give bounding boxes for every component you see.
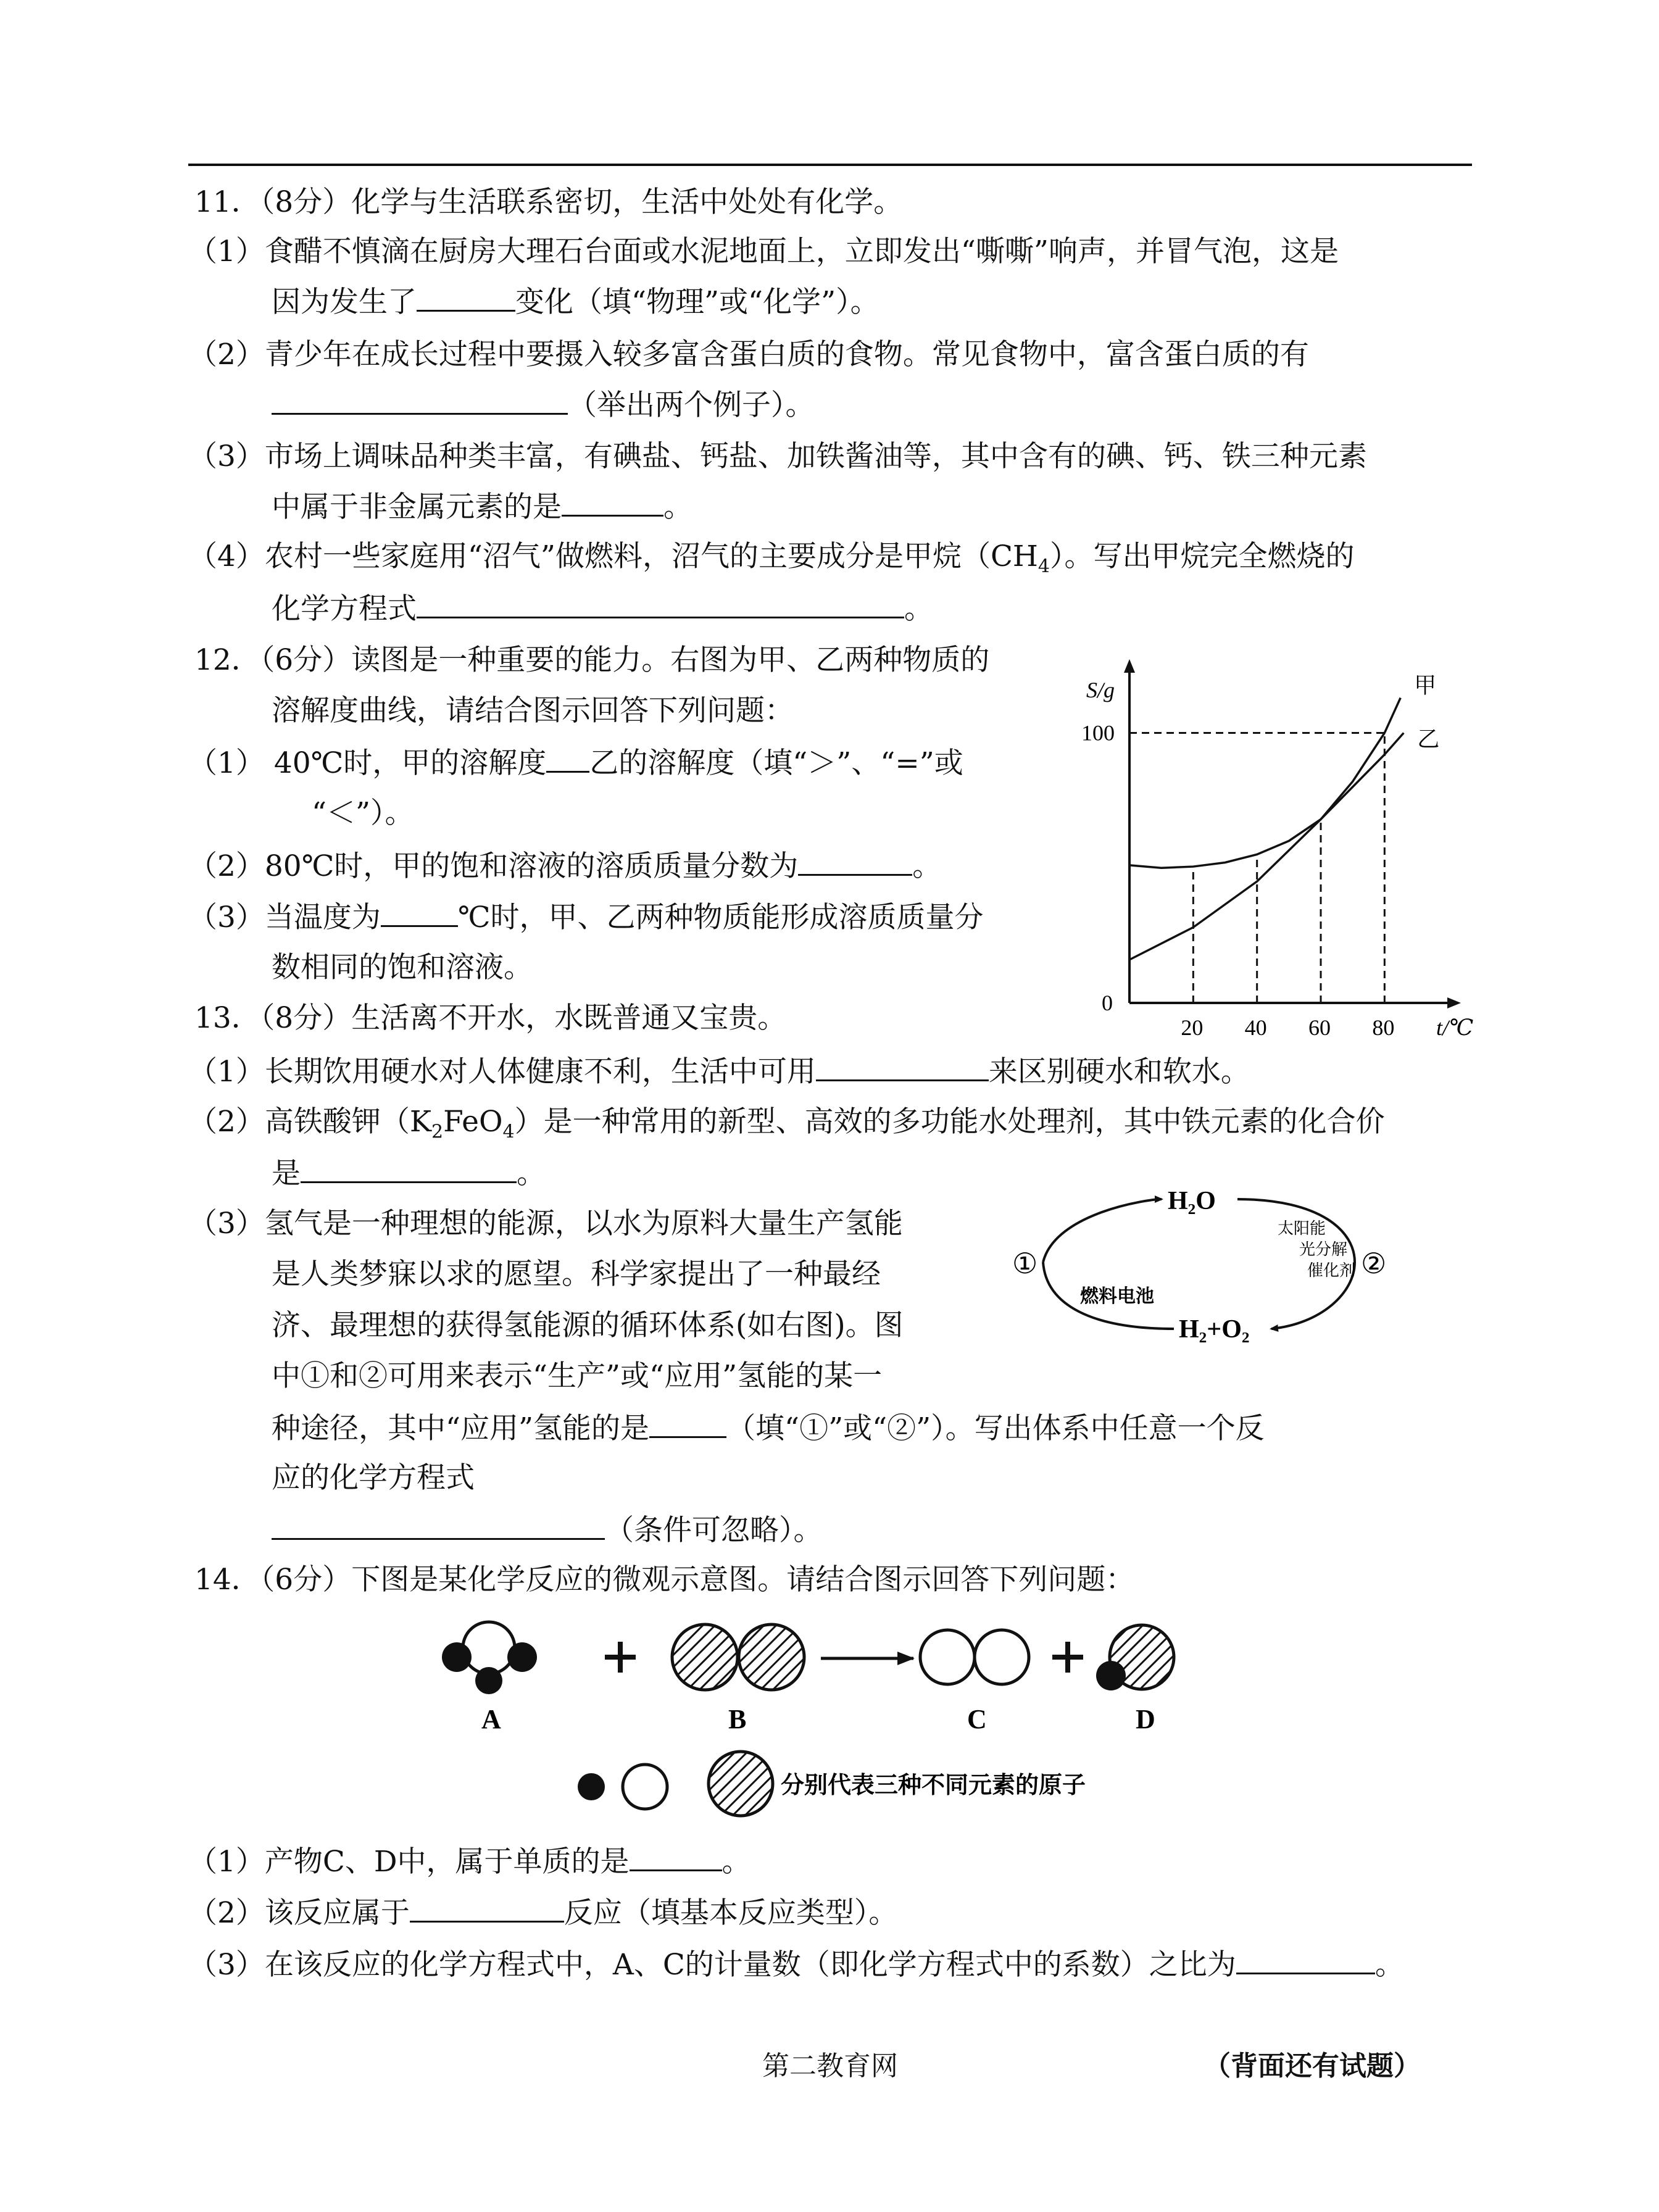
answer-blank[interactable] (816, 1052, 989, 1081)
q14-part1: （1）产物C、D中，属于单质的是 。 (188, 1842, 751, 1881)
q12-part3-line1: （3）当温度为 ℃时，甲、乙两种物质能形成溶质质量分 (188, 898, 983, 936)
y-axis-arrow (1124, 659, 1135, 673)
molecule-a (442, 1622, 537, 1694)
cycle-label-catalyst: 催化剂 (1307, 1262, 1356, 1280)
reaction-micro-diagram (420, 1614, 1234, 1836)
x-tick-label: 80 (1372, 1015, 1395, 1040)
q14-title: 14．（6分）下图是某化学反应的微观示意图。请结合图示回答下列问题： (194, 1563, 1135, 1597)
answer-blank[interactable] (417, 589, 904, 618)
label-c: C (967, 1704, 987, 1734)
q13-part2-line2: 是 。 (272, 1154, 546, 1192)
q11-part4-line1: （4）农村一些家庭用“沼气”做燃料，沼气的主要成分是甲烷$(CH_4)$。写出甲烷完全燃烧的 (188, 539, 1355, 578)
label-a: A (481, 1704, 501, 1734)
x-axis-label: t/℃ (1436, 1015, 1474, 1040)
q13-title: 13．（8分）生活离不开水，水既普通又宝贵。 (194, 1001, 787, 1035)
answer-blank[interactable] (649, 1409, 726, 1438)
x-axis-arrow (1447, 997, 1461, 1008)
q14-part3: （3）在该反应的化学方程式中，A、C的计量数（即化学方程式中的系数）之比为 。 (188, 1945, 1404, 1984)
legend (578, 1752, 1086, 1816)
series-label-yi: 乙 (1417, 726, 1440, 752)
cycle-top-formula: H₂O (1168, 1187, 1216, 1215)
answer-blank[interactable] (546, 744, 589, 773)
legend-hatched-atom (709, 1752, 773, 1816)
q12-title-line2: 溶解度曲线，请结合图示回答下列问题： (272, 694, 794, 728)
series-label-jia: 甲 (1414, 673, 1437, 699)
q13-part3-line2: 是人类梦寐以求的愿望。科学家提出了一种最经 (272, 1257, 881, 1291)
answer-blank[interactable] (562, 488, 663, 517)
legend-black-atom (578, 1773, 605, 1800)
y-axis-label: S/g (1086, 678, 1115, 702)
legend-white-atom (623, 1765, 667, 1809)
q12-part1-line2: “＜”）。 (312, 796, 414, 830)
x-tick-label: 20 (1181, 1015, 1204, 1040)
answer-blank[interactable] (410, 1894, 564, 1923)
cycle-label-photolysis: 光分解 (1299, 1241, 1348, 1259)
q11-part1-line2: 因为发生了 变化（填“物理”或“化学”）。 (272, 283, 879, 321)
cycle-mark-2: ② (1361, 1247, 1387, 1280)
footer-note: （背面还有试题） (1204, 2050, 1421, 2082)
q13-part3-line5: 种途径，其中“应用”氢能的是 （填“①”或“②”）。写出体系中任意一个反 (272, 1409, 1265, 1447)
y-tick-label: 0 (1102, 991, 1113, 1015)
answer-blank[interactable] (798, 847, 912, 876)
plus-icon (605, 1642, 636, 1673)
q13-part3-line7: （条件可忽略）。 (272, 1511, 823, 1549)
q13-part3-line6: 应的化学方程式 (272, 1461, 475, 1495)
legend-text: 分别代表三种不同元素的原子 (781, 1771, 1086, 1798)
answer-blank[interactable] (1236, 1945, 1375, 1974)
answer-blank[interactable] (272, 1511, 605, 1540)
q12-title-line1: 12．（6分）读图是一种重要的能力。右图为甲、乙两种物质的 (194, 643, 990, 677)
answer-blank[interactable] (381, 898, 458, 927)
q11-part3-line1: （3）市场上调味品种类丰富，有碘盐、钙盐、加铁酱油等，其中含有的碘、钙、铁三种元素 (188, 439, 1367, 473)
cycle-label-fuel-cell: 燃料电池 (1080, 1286, 1154, 1307)
label-b: B (728, 1704, 747, 1734)
cycle-mark-1: ① (1012, 1247, 1038, 1280)
q13-part3-line1: （3）氢气是一种理想的能源，以水为原料大量生产氢能 (188, 1207, 903, 1241)
footer-source: 第二教育网 (762, 2050, 898, 2082)
plus-icon (1052, 1642, 1083, 1673)
answer-blank[interactable] (272, 386, 568, 415)
q13-part3-line3: 济、最理想的获得氢能源的循环体系(如右图)。图 (272, 1308, 904, 1342)
x-tick-label: 40 (1244, 1015, 1267, 1040)
q11-title: 11．（8分）化学与生活联系密切，生活中处处有化学。 (194, 185, 903, 219)
molecule-c (920, 1630, 1029, 1684)
q12-part3-line2: 数相同的饱和溶液。 (272, 950, 533, 984)
q11-part1-line1: （1）食醋不慎滴在厨房大理石台面或水泥地面上，立即发出“嘶嘶”响声，并冒气泡，这是 (188, 235, 1339, 268)
answer-blank[interactable] (630, 1842, 722, 1871)
q11-part2-line1: （2）青少年在成长过程中要摄入较多富含蛋白质的食物。常见食物中，富含蛋白质的有 (188, 338, 1309, 372)
x-tick-label: 60 (1308, 1015, 1331, 1040)
q14-part2: （2）该反应属于 反应（填基本反应类型）。 (188, 1894, 897, 1932)
y-tick-label: 100 (1081, 720, 1115, 746)
q12-part2: （2）80℃时，甲的饱和溶液的溶质质量分数为 。 (188, 847, 941, 885)
answer-blank[interactable] (417, 283, 515, 312)
q13-part3-line4: 中①和②可用来表示“生产”或“应用”氢能的某一 (272, 1359, 883, 1393)
hydrogen-cycle-diagram (1000, 1176, 1432, 1355)
q11-part4-line2: 化学方程式 。 (272, 589, 933, 628)
q11-part3-line2: 中属于非金属元素的是 。 (272, 488, 692, 526)
q13-part1: （1）长期饮用硬水对人体健康不利，生活中可用 来区别硬水和软水。 (188, 1052, 1250, 1091)
series-line-jia (1129, 698, 1400, 868)
q13-part2-line1: （2）高铁酸钾$(K_2FeO_4)$是一种常用的新型、高效的多功能水处理剂，其中铁元素的化合价 (188, 1105, 1385, 1143)
label-d: D (1136, 1704, 1155, 1734)
molecule-d (1096, 1625, 1174, 1690)
molecule-b (672, 1624, 804, 1690)
answer-blank[interactable] (301, 1154, 517, 1183)
cycle-arc-top (1043, 1199, 1162, 1262)
q11-part2-line2: （举出两个例子）。 (272, 386, 815, 424)
q12-part1-line1: （1） 40℃时，甲的溶解度 乙的溶解度（填“＞”、“=”或 (188, 744, 963, 782)
cycle-bottom-formula: H₂+O₂ (1179, 1315, 1250, 1344)
solubility-chart (1074, 654, 1474, 1049)
cycle-label-solar: 太阳能 (1278, 1220, 1326, 1238)
top-rule (188, 164, 1472, 166)
